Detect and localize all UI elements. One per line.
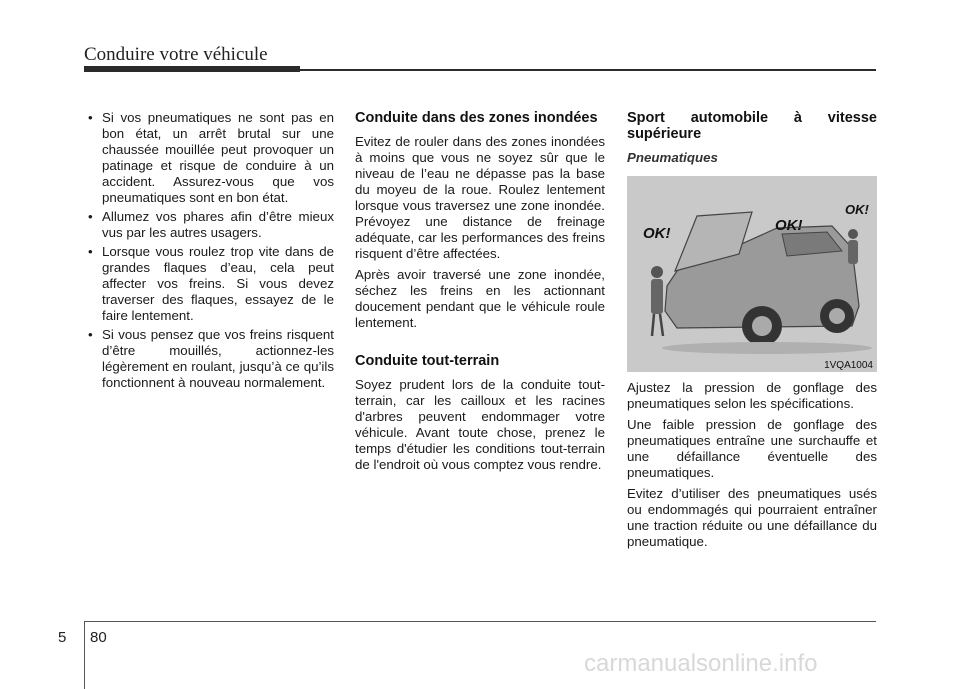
section-title-motorsport: Sport automobile à vitesse supérieure	[627, 110, 877, 142]
paragraph: Après avoir traversé une zone inondée, séchez les freins en les actionnant doucement pendant que le véhicule roule lentement.	[355, 267, 605, 330]
column-middle	[355, 110, 605, 478]
person-head	[651, 266, 663, 278]
bullet-icon: •	[88, 244, 93, 259]
paragraph: Une faible pression de gonflage des pneumatiques entraîne une surchauffe et une défaillance éventuelle des pneumatiques.	[627, 417, 877, 480]
page-number: 80	[90, 629, 107, 646]
page-header-title: Conduire votre véhicule	[84, 44, 268, 65]
safety-bullet-list	[84, 110, 334, 391]
person-body	[848, 240, 858, 264]
list-item: • Allumez vos phares afin d’être mieux vus par les autres usagers.	[88, 209, 334, 240]
car-illustration-svg	[627, 176, 877, 372]
footer-rule	[84, 621, 876, 622]
list-item: • Lorsque vous roulez trop vite dans de grandes flaques d’eau, cela peut affecter vos freins. Si vous devez traverser des flaques, essayez de le faire lentement.	[88, 244, 334, 323]
bullet-icon: •	[88, 327, 93, 342]
ok-label: OK!	[775, 217, 803, 234]
tire-check-illustration	[627, 176, 877, 372]
figure-code: 1VQA1004	[824, 360, 873, 371]
bullet-icon: •	[88, 110, 93, 125]
header-rule-thick	[84, 66, 300, 72]
ok-label: OK!	[643, 225, 671, 242]
ok-label: OK!	[845, 202, 869, 217]
wheel-hub-rear	[829, 308, 845, 324]
paragraph: Soyez prudent lors de la conduite tout-terrain, car les cailloux et les racines d'arbres peuvent endommager votre véhicule. Avant toute chose, prenez le temps d'étudier les conditions tout-terrain de l'endroit où vous comptez vous rendre.	[355, 377, 605, 472]
column-left	[84, 110, 334, 394]
person-body	[651, 279, 663, 314]
column-right	[627, 110, 877, 555]
watermark: carmanualsonline.info	[584, 650, 818, 677]
bullet-icon: •	[88, 209, 93, 224]
paragraph: Evitez de rouler dans des zones inondées à moins que vous ne soyez sûr que le niveau de l’eau ne dépasse pas la base du moyeu de la roue. Roulez lentement lorsque vous traversez une zone inondée. Prévoyez une distance de freinage adéquate, car les performances des freins risquent d’être affectées.	[355, 134, 605, 261]
list-item: • Si vos pneumatiques ne sont pas en bon état, un arrêt brutal sur une chaussée mouillée peut provoquer un patinage et risque de conduire à un accident. Assurez-vous que vos pneumatiques sont en bon état.	[88, 110, 334, 205]
section-title-flooded-areas: Conduite dans des zones inondées	[355, 110, 598, 126]
section-number: 5	[58, 629, 67, 646]
paragraph: Evitez d’utiliser des pneumatiques usés ou endommagés qui pourraient entraîner une traction réduite ou une défaillance du pneumatique.	[627, 486, 877, 549]
subsection-title-tires: Pneumatiques	[627, 150, 718, 165]
footer-divider	[84, 622, 85, 689]
ground-shadow	[662, 342, 872, 354]
paragraph: Ajustez la pression de gonflage des pneumatiques selon les spécifications.	[627, 380, 877, 411]
wheel-hub-front	[752, 316, 772, 336]
header-rule-thin	[300, 69, 876, 71]
section-title-off-road: Conduite tout-terrain	[355, 353, 500, 369]
list-item: • Si vous pensez que vos freins risquent d’être mouillés, actionnez-les légèrement en roulant, jusqu’à ce qu’ils fonctionnent à nouveau normalement.	[88, 327, 334, 390]
person-head	[848, 229, 858, 239]
